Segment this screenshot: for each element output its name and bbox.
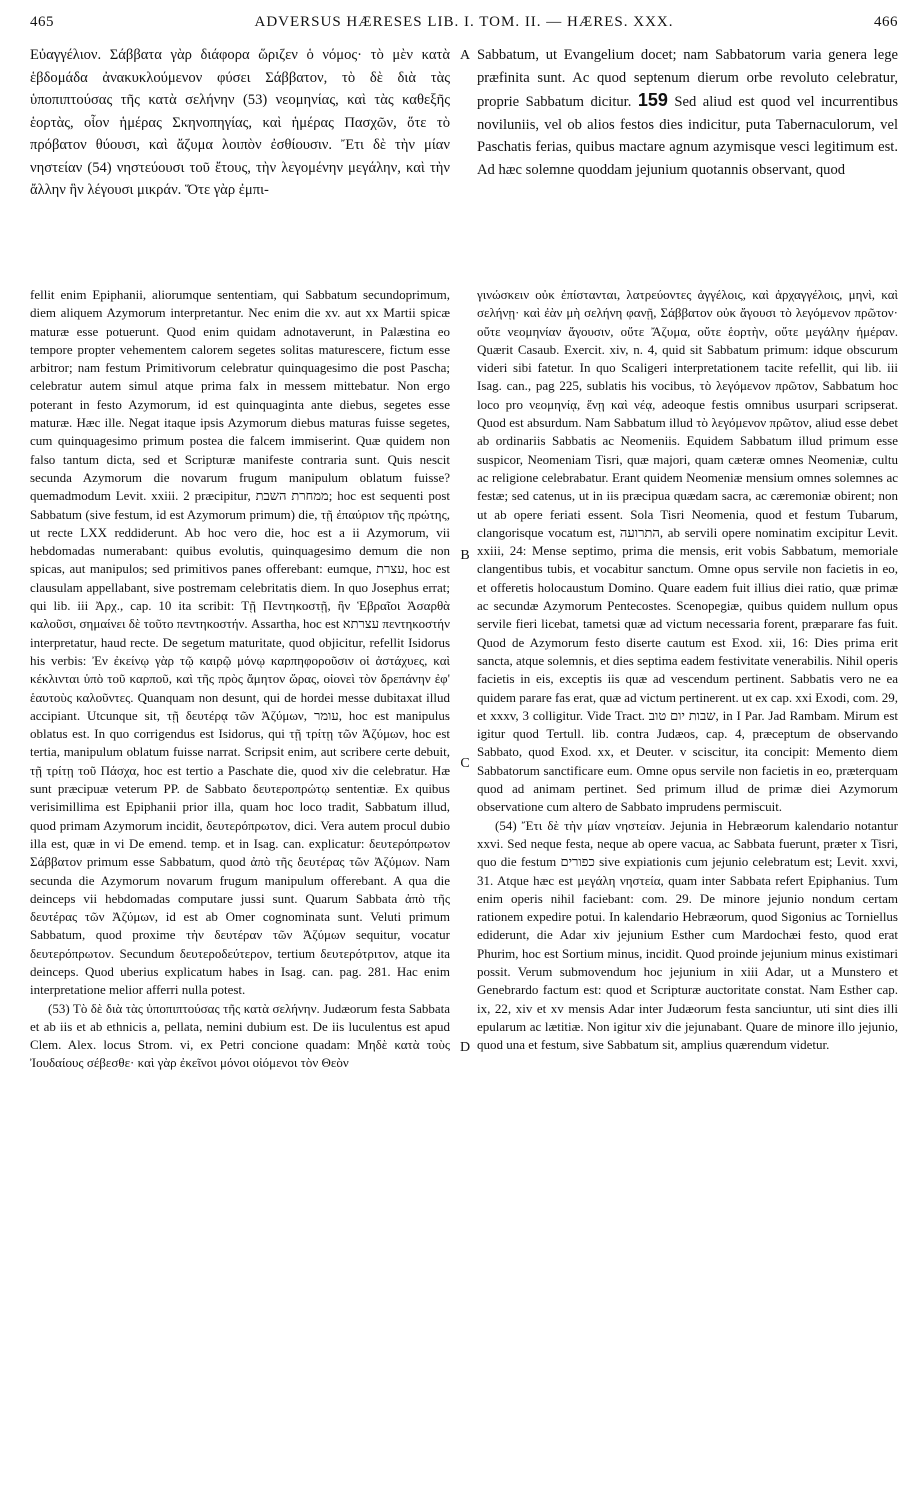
notes-column-left (30, 286, 450, 1486)
margin-marker-d: D (459, 1040, 471, 1055)
page-number-left: 465 (30, 14, 54, 30)
notes-column-right (477, 286, 898, 1486)
note-continuation: fellit enim Epiphanii, aliorumque sententiam, qui Sabbatum secundoprimum, diem aliquem Azymorum interpretantur. Nec enim die xv. aut xx Martii spicæ maturæ esse potuerunt. Quod enim quidam adnotaverunt, in Palæstina eo tempore propter vehementem calorem segetes solitas maturescere, fictum esse arbitror; nam festum Primitivorum celebratur quinquagesimo die post Pascha; celebratur autem simul atque prima falx in messem mittebatur. Non ergo poterant in festo Azymorum, id est quinquaginta ante diebus, segetes esse maturæ. Hæc ille. Negat itaque ipsis Azymorum diebus maturas fuisse segetes, cum quinquagesimo primum postea die falcem immiserint. Quæ quidem non falso tantum dicta, sed et Scripturæ manifeste contraria sunt. Quis nescit secunda Azymorum die novarum frugum manipulum oblatum fuisse? quemadmodum Levit. xxiii. 2 præcipitur, ממחרת השבת; hoc est sequenti post Sabbatum (sive festum, id est Azymorum primum) die, τῇ ἐπαύριον τῆς πρώτης, ut recte LXX reddiderunt. Ab hoc vero die, hoc est a ii Azymorum, vii hebdomadas numerabant: quibus evolutis, quinquagesimo demum die non spicas, aut manipulos; sed primitivos panes offerebant: eumque, עצרת, hoc est clausulam appellabant, sive postremam celebritatis diem. In quo Josephus errat; qui lib. iii Ἀρχ., cap. 10 ita scribit: Τῇ Πεντηκοστῇ, ἣν Ἑβραῖοι Ἀσαρθὰ καλοῦσι, σημαίνει δὲ τοῦτο πεντηκοστήν. Assartha, hoc est עצרתא πεντηκοστήν interpretatur, haud recte. De segetum maturitate, quod objicitur, refellit Isidorus his verbis: Ἐν ἐκείνῳ γὰρ τῷ καιρῷ μόνῳ καρπηφοροῦσιν οἱ ἀστάχυες, καὶ κέκλινται ὑπὸ τοῦ καρποῦ, καὶ τῆς πρὸς ἄμητον ὥρας, οἱονεὶ τὸν δρεπάνην ἐφ' ἑαυτοὺς καλοῦντες. Quanquam non desunt, qui de hordei messe dubitaxat illud accipiant. Utcunque sit, τῇ δευτέρᾳ τῶν Ἀζύμων, עומר, hoc est manipulus oblatus est. In quo corrigendus est Isidorus, qui τῇ τρίτῃ τῶν Ἀζύμων, hoc est tertia, manipulum oblatum fuisse narrat. Scripsit enim, aut scribere certe debuit, τῇ τρίτῃ τοῦ Πάσχα, hoc est tertio a Paschate die, quod xiv die celebratur. Hæ sunt præcipuæ veterum PP. de Sabbato δευτεροπρώτῳ sententiæ. Ex quibus verisimillima est Epiphanii prior illa, quam hoc loco tradit, Sabbatum illud, quod primam Azymorum incidit, δευτερόπρωτον, dici. Vera autem procul dubio illa est, quæ in vi De emend. temp. et in Isag. can. explicatur: δευτερόπρωτον Σάββατον primum esse Sabbatum, quod ἀπὸ τῆς δευτέρας τῶν Ἀζύμων. Nam secunda die Azymorum novarum frugum manipulum offerebant. A qua die deinceps vii hebdomadas computare jussi sunt. Quarum Sabbata ἀπὸ τῆς δευτέρας τῶν Ἀζύμων, id est ab Omer cognominata sunt. Veluti primum Sabbatum, quod proxime τὴν δευτέραν τῶν Ἀζύμων sequitur, vocatur δευτερόπρωτον. Secundum δευτεροδεύτερον, tertium δευτερότριτον, atque ita deinceps. Quod uberius explicatum habes in Isag. can. pag. 281. Hac enim interpretatione melior afferri nulla potest. (30, 287, 450, 998)
latin-main-text (477, 44, 898, 181)
note-53-continuation: γινώσκειν οὐκ ἐπίστανται, λατρεύοντες ἀγγέλοις, καὶ ἀρχαγγέλοις, μηνὶ, καὶ σελήνῃ· καὶ ἐὰν μὴ σελήνη φανῇ, Σάββατον οὐκ ἄγουσι τὸ λεγόμενον πρῶτον· οὔτε νεομηνίαν ἄγουσιν, οὔτε Ἄζυμα, οὔτε ἑορτὴν, οὔτε μεγάλην ἡμέραν. Quærit Casaub. Exercit. xiv, n. 4, quid sit Sabbatum primum: idque obscurum videri sibi fatetur. In quo Scaligeri interpretationem tacite refellit, qui lib. iii Isag. can., pag 225, sublatis his vocibus, τὸ λεγόμενον πρῶτον, Sabbatum hoc loco pro νεομηνίᾳ, ἕνῃ καὶ νέᾳ, adeoque festis omnibus usurpari scripserat. Quod est absurdum. Nam Sabbatum illud τὸ λεγόμενον πρῶτον, aliud esse debet ab ordinariis Sabbatis ac Neomeniis. Equidem Sabbatum illud primum esse suspicor, Neomeniam Tisri, quæ majori, quam cæteræ omnes Neomeniæ, cultu ac religione celebrabatur. Erant quidem Neomeniæ mensium omnes solemnes ac festæ; sed catenus, ut in iis præcipua quædam sacra, ac cæremoniæ obirent; non ut ab opere feriati essent. Sola Tisri Neomenia, quod et festum Tubarum, clangorisque vocatum est, התרועה, ab servili opere nominatim excipitur Levit. xxiii, 24: Mense septimo, prima die mensis, erit vobis Sabbatum, memoriale clangentibus tubis, et vocabitur sanctum. Omne opus servile non facietis in eo, et offeretis holocaustum Domino. Quare eadem fuit illius diei ratio, quæ primæ ac secundæ Azymorum Pentecostes. Scenopegiæ, quibus quidem nullum opus servile fieri licebat, tametsi quæ ad victum necessaria forent, præparare fas fuit. Quod de Azymorum festo diserte cautum est Exod. xii, 16: Dies prima erit sancta, atque solemnis, et dies septima eadem festivitate venerabilis. Nihil operis facietis in eis, exceptis iis quæ ad vescendum pertinent. Sabbatis vero ne ea quidem parare fas erat, quæ ad victum pertinerent. ut ex cap. xxi Exodi, com. 29, et xxxv, 3 colligitur. Vide Tract. שבות יום טוב, in I Par. Jad Rambam. Mirum est igitur quod Tertull. lib. contra Judæos, cap. 4, præceptum de observando Sabbato, quod Exod. xx, et Deuter. v sciscitur, ita concipit: Memento diem Sabbatorum sanctificare eum. Omne opus servile non facietis in eo, præterquam quod ad animam pertinet. Sed primum illud de primæ diei Azymorum observatione cum altero de Sabbato imprudens permiscuit. (477, 287, 899, 815)
section-number: 159 (637, 90, 668, 110)
running-header (30, 14, 898, 40)
margin-marker-b: B (460, 548, 470, 563)
latin-text-part-a: Sabbatum, ut Evangelium docet; nam Sabbatorum varia genera lege præfinita sunt. Ac quod septenum dierum orbe revoluto celebratur, proprie Sabbatum dicitur. (477, 47, 898, 110)
note-53: (53) Τὸ δὲ διὰ τὰς ὑποπιπτούσας τῆς κατὰ σελήνην. Judæorum festa Sabbata et ab iis et ab ethnicis a, pellata, nemini dubium est. De iis luculentus est apud Clem. Alex. locus Strom. vi, ex Petri concione quadam: Μηδὲ κατὰ τοὺς Ἰουδαίους σέβεσθε· καὶ γὰρ ἐκεῖνοι μόνοι οἰόμενοι τὸν Θεὸν (30, 1000, 450, 1071)
greek-main-text: Εὐαγγέλιον. Σάββατα γὰρ διάφορα ὥριζεν ὁ νόμος· τὸ μὲν κατὰ ἑβδομάδα ἀνακυκλούμενον φύσει Σάββατον, τὸ δὲ διὰ τὰς ὑποπιπτούσας τῆς κατὰ σελήνην (53) νεομηνίας, καὶ τὰς καθεξῆς ἑορτὰς, οἷον ἡμέρας Σκηνοπηγίας, καὶ ἡμέρας Πασχῶν, ὅτε τὸ πρόβατον θύουσι, καὶ ἄζυμα λοιπὸν ἐσθίουσιν. Ἔτι δὲ τὴν μίαν νηστείαν (54) νηστεύουσι τοῦ ἔτους, τὴν λεγομένην μεγάλην, καὶ τὴν ἄλλην ἣν λέγουσι μικράν. Ὅτε γὰρ ἐμπι- (30, 47, 450, 198)
latin-text-part-b: Sed aliud est quod vel incurrentibus noviluniis, vel ob alios festos dies indicitur, puta Tabernaculorum, vel Paschatis ferias, quibus mactare agnum azymisque vesci legitimum est. Ad hæc solemne quoddam jejunium quotannis observant, quod (477, 94, 898, 178)
latin-translation-column (477, 44, 898, 269)
note-54: (54) Ἔτι δὲ τὴν μίαν νηστείαν. Jejunia in Hebræorum kalendario notantur xxvi. Sed neque festa, neque ab opere vacua, ac Sabbata fuerunt, præter x Tisri, quo die festum כפורים sive expiationis cum jejunio celebratum est; Levit. xxvi, 31. Atque hæc est μεγάλη νηστεία, quam inter Sabbata refert Epiphanius. Tum enim operis nihil faciebant: com. 29. De minore jejunio nondum certam rationem expedire potui. In kalendario Hebræorum, quod Sigonius ac Torniellus ediderunt, die Adar xiv jejunium Esther cum Mardochæi festo, quod erat Phurim, hoc est Sortium minus, incidit. Quod proinde jejunium minus existimari possit. Verum submovendum hoc jejunium in xiii Adar, ut a Munstero et Genebrardo factum est: quod et Scripturæ auctoritate constat. Nam Esther cap. ix, 22, xiv et xv mensis Adar inter Judæorum festa sanciuntur, uti sint dies illi epularum ac lætitiæ. Non igitur xiv die jejunabant. Quare de minore illo jejunio, quod una et festum, sive Sabbatum sit, amplius quærendum videtur. (477, 817, 898, 1053)
page-number-right: 466 (874, 14, 898, 30)
greek-text-column (30, 44, 450, 269)
margin-marker-a: A (459, 48, 471, 63)
running-title: ADVERSUS HÆRESES LIB. I. TOM. II. — HÆRES. XXX. (254, 14, 674, 30)
margin-marker-c: C (460, 756, 470, 771)
